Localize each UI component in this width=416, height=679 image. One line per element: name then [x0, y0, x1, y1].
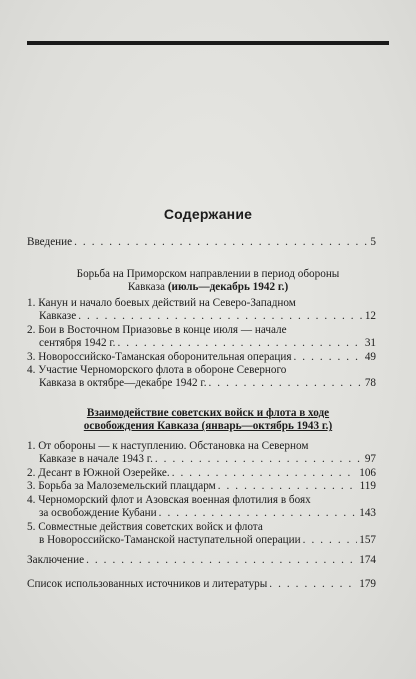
- entry-label: 1. Канун и начало боевых действий на Северо-Западном: [27, 297, 296, 309]
- entry-label-cont: сентября 1942 г.: [39, 337, 116, 350]
- part1-heading: [27, 268, 389, 295]
- leader-dots: [294, 351, 363, 364]
- leader-dots: [155, 453, 363, 466]
- toc-entry: [27, 494, 376, 521]
- entry-page: 5: [370, 236, 376, 248]
- entry-label-cont: в Новороссийско-Таманской наступательной операции: [39, 534, 301, 547]
- entry-label: 5. Совместные действия советских войск и флота: [27, 521, 263, 533]
- top-rule: [27, 41, 389, 45]
- leader-dots: [172, 467, 358, 480]
- entry-label: Список использованных источников и литературы: [27, 578, 268, 590]
- leader-dots: [74, 236, 368, 249]
- toc-entry-sources: [27, 578, 376, 591]
- toc-entry: [27, 364, 376, 391]
- entry-label: Заключение: [27, 554, 85, 566]
- part2-heading-line2: освобождения Кавказа (январь—октябрь 1943 г.): [83, 420, 333, 433]
- entry-label: 1. От обороны — к наступлению. Обстановка на Северном: [27, 440, 309, 452]
- entry-page: 174: [359, 554, 376, 566]
- entry-label: 3. Борьба за Малоземельский плацдарм: [27, 480, 216, 492]
- toc-title: Содержание: [163, 206, 253, 222]
- entry-label: Введение: [27, 236, 73, 248]
- toc-entry: [27, 297, 376, 324]
- leader-dots: [78, 310, 363, 323]
- entry-page: 49: [364, 351, 376, 363]
- toc-entry-conclusion: [27, 554, 376, 567]
- entry-page: 119: [359, 480, 376, 492]
- part2-heading: [27, 407, 389, 434]
- entry-label: 3. Новороссийско-Таманская оборонительная операция: [27, 351, 292, 363]
- toc-entry: [27, 521, 376, 548]
- toc-entry: [27, 480, 376, 493]
- leader-dots: [218, 480, 358, 493]
- part1-heading-dates: (июль—декабрь 1942 г.): [167, 281, 289, 294]
- entry-label: 4. Черноморский флот и Азовская военная флотилия в боях: [27, 494, 311, 506]
- part1-heading-line2: Кавказа: [127, 281, 168, 294]
- leader-dots: [86, 554, 357, 567]
- entry-page: 157: [359, 534, 376, 547]
- toc-entry: [27, 467, 376, 480]
- leader-dots: [117, 337, 362, 350]
- entry-label-cont: за освобождение Кубани: [39, 507, 157, 520]
- entry-page: 78: [364, 377, 376, 390]
- toc-entry: [27, 324, 376, 351]
- toc-entry-intro: [27, 236, 376, 249]
- entry-page: 31: [364, 337, 376, 350]
- entry-label-cont: Кавказа в октябре—декабре 1942 г.: [39, 377, 207, 390]
- entry-page: 12: [364, 310, 376, 323]
- entry-label-cont: Кавказе: [39, 310, 77, 323]
- leader-dots: [303, 534, 358, 547]
- part2-heading-line1: Взаимодействие советских войск и флота в ходе: [86, 407, 330, 419]
- entry-label-cont: Кавказе в начале 1943 г.: [39, 453, 153, 466]
- leader-dots: [209, 377, 363, 390]
- entry-page: 179: [359, 578, 376, 590]
- entry-label: 2. Бои в Восточном Приазовье в конце июля — начале: [27, 324, 287, 336]
- part1-heading-line1: Борьба на Приморском направлении в период обороны: [76, 268, 340, 280]
- leader-dots: [159, 507, 358, 520]
- entry-page: 143: [359, 507, 376, 520]
- toc-entry: [27, 351, 376, 364]
- entry-label: 2. Десант в Южной Озерейке.: [27, 467, 170, 479]
- entry-page: 97: [364, 453, 376, 466]
- entry-page: 106: [359, 467, 376, 479]
- toc-entry: [27, 440, 376, 467]
- leader-dots: [269, 578, 357, 591]
- entry-label: 4. Участие Черноморского флота в обороне Северного: [27, 364, 287, 376]
